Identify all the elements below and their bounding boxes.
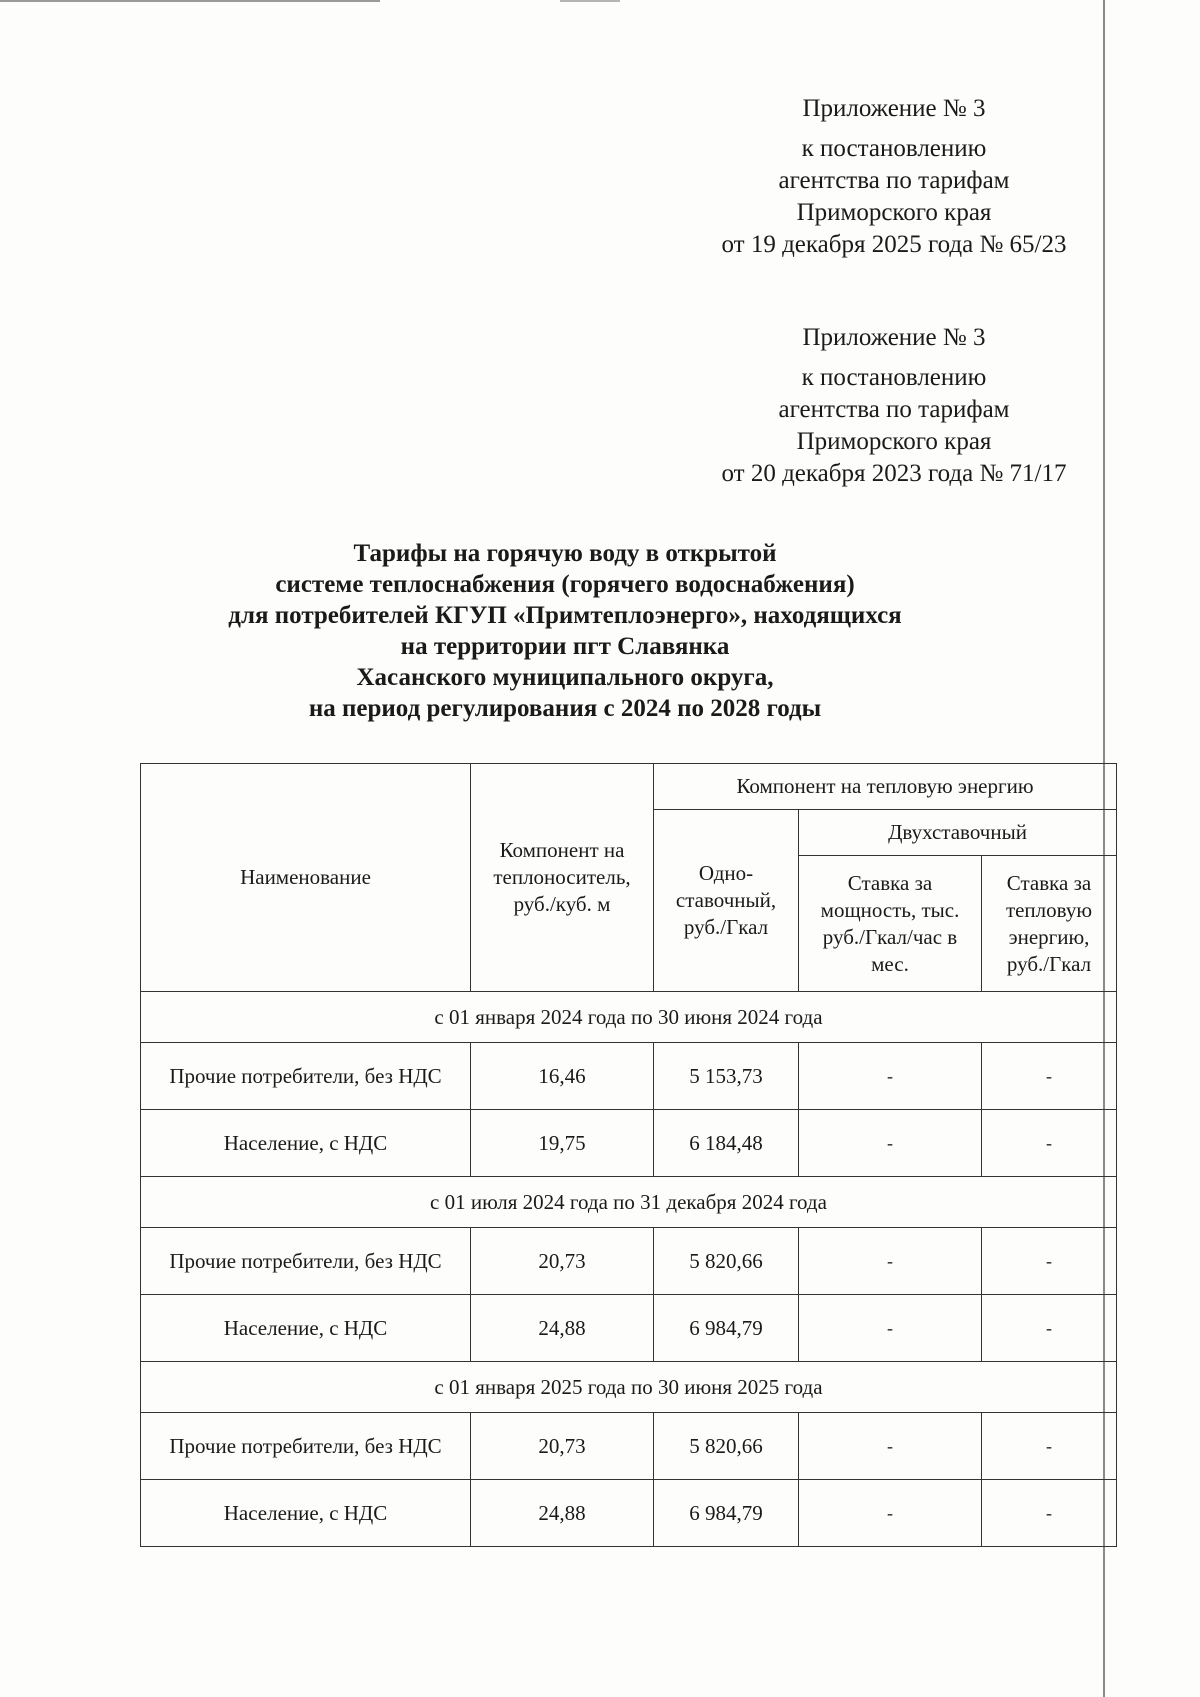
- capacity-rate-value: -: [799, 1480, 982, 1547]
- capacity-rate-value: -: [799, 1110, 982, 1177]
- consumer-name: Население, с НДС: [141, 1110, 471, 1177]
- document-title: [205, 538, 925, 724]
- coolant-value: 24,88: [471, 1295, 654, 1362]
- consumer-name: Прочие потребители, без НДС: [141, 1228, 471, 1295]
- table-row: [141, 1413, 1117, 1480]
- coolant-value: 16,46: [471, 1043, 654, 1110]
- scan-edge-line: [560, 0, 620, 2]
- consumer-name: Прочие потребители, без НДС: [141, 1413, 471, 1480]
- capacity-rate-value: -: [799, 1228, 982, 1295]
- header-thermal-component: Компонент на тепловую энергию: [654, 764, 1117, 810]
- energy-rate-value: -: [982, 1295, 1117, 1362]
- consumer-name: Население, с НДС: [141, 1295, 471, 1362]
- energy-rate-value: -: [982, 1413, 1117, 1480]
- appendix-reference: [634, 362, 1154, 490]
- consumer-name: Прочие потребители, без НДС: [141, 1043, 471, 1110]
- coolant-value: 24,88: [471, 1480, 654, 1547]
- table-row: [141, 1480, 1117, 1547]
- header-name: Наименование: [141, 764, 471, 992]
- single-rate-value: 6 984,79: [654, 1480, 799, 1547]
- header-capacity-rate: Ставка за мощность, тыс. руб./Гкал/час в мес.: [799, 856, 982, 992]
- header-coolant-component: Компонент на теплоноситель, руб./куб. м: [471, 764, 654, 992]
- energy-rate-value: -: [982, 1480, 1117, 1547]
- title-line: на период регулирования с 2024 по 2028 годы: [308, 695, 822, 722]
- period-row: с 01 июля 2024 года по 31 декабря 2024 года: [141, 1177, 1117, 1228]
- coolant-value: 20,73: [471, 1413, 654, 1480]
- single-rate-value: 5 820,66: [654, 1413, 799, 1480]
- title-line: на территории пгт Славянка: [400, 633, 730, 660]
- header-two-rate: Двухставочный: [799, 810, 1117, 856]
- appendix-title: Приложение № 3: [802, 95, 986, 122]
- scan-edge-line: [0, 0, 380, 2]
- tariff-table: [140, 763, 1117, 1547]
- appendix-date-line: от 19 декабря 2025 года № 65/23: [721, 231, 1067, 258]
- period-row: с 01 января 2025 года по 30 июня 2025 года: [141, 1362, 1117, 1413]
- appendix-title: Приложение № 3: [802, 324, 986, 351]
- table-row: [141, 1043, 1117, 1110]
- appendix-line: агентства по тарифам: [778, 396, 1010, 423]
- single-rate-value: 5 820,66: [654, 1228, 799, 1295]
- appendix-line: агентства по тарифам: [778, 167, 1010, 194]
- header-energy-rate: Ставка за тепловую энергию, руб./Гкал: [982, 856, 1117, 992]
- table-row: [141, 1110, 1117, 1177]
- coolant-value: 19,75: [471, 1110, 654, 1177]
- coolant-value: 20,73: [471, 1228, 654, 1295]
- appendix-line: к постановлению: [801, 364, 987, 391]
- energy-rate-value: -: [982, 1043, 1117, 1110]
- appendix-line: Приморского края: [796, 199, 992, 226]
- title-line: Тарифы на горячую воду в открытой: [353, 540, 777, 567]
- capacity-rate-value: -: [799, 1295, 982, 1362]
- header-single-rate: Одно-ставочный, руб./Гкал: [654, 810, 799, 992]
- consumer-name: Население, с НДС: [141, 1480, 471, 1547]
- single-rate-value: 6 184,48: [654, 1110, 799, 1177]
- capacity-rate-value: -: [799, 1413, 982, 1480]
- title-line: для потребителей КГУП «Примтеплоэнерго», находящихся: [228, 602, 902, 629]
- appendix-previous-block: [634, 322, 1154, 490]
- title-line: системе теплоснабжения (горячего водоснабжения): [275, 571, 855, 598]
- appendix-line: к постановлению: [801, 135, 987, 162]
- energy-rate-value: -: [982, 1110, 1117, 1177]
- single-rate-value: 5 153,73: [654, 1043, 799, 1110]
- single-rate-value: 6 984,79: [654, 1295, 799, 1362]
- table-row: [141, 1295, 1117, 1362]
- appendix-line: Приморского края: [796, 428, 992, 455]
- appendix-date-line: от 20 декабря 2023 года № 71/17: [721, 460, 1067, 487]
- appendix-current-block: [634, 93, 1154, 261]
- title-line: Хасанского муниципального округа,: [356, 664, 774, 691]
- capacity-rate-value: -: [799, 1043, 982, 1110]
- period-row: с 01 января 2024 года по 30 июня 2024 года: [141, 992, 1117, 1043]
- energy-rate-value: -: [982, 1228, 1117, 1295]
- table-row: [141, 1228, 1117, 1295]
- appendix-reference: [634, 133, 1154, 261]
